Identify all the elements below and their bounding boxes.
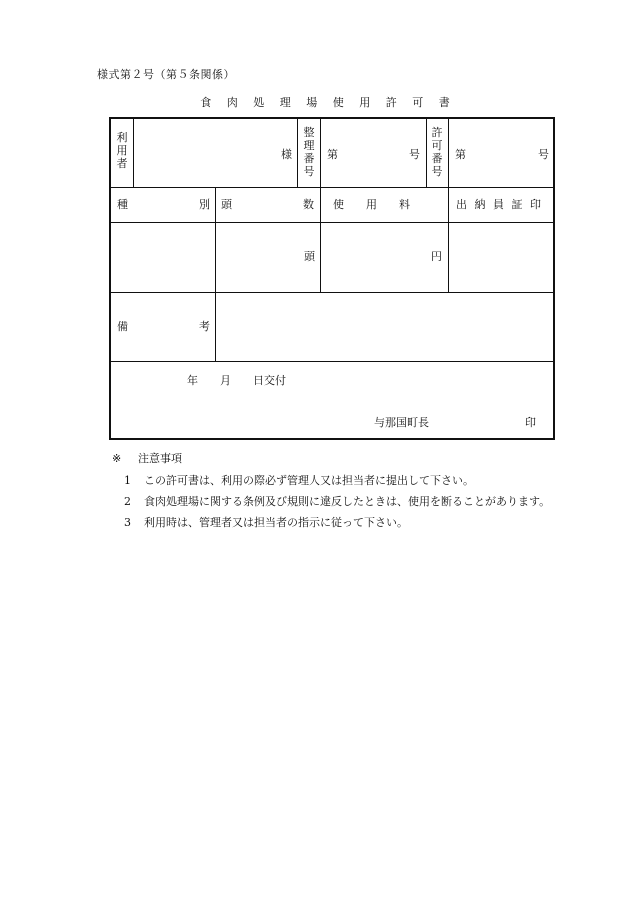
note-item	[124, 514, 408, 530]
reference-mark: ※	[112, 452, 122, 465]
col-divider-fee	[448, 187, 449, 292]
col-divider-user-label	[133, 119, 134, 187]
type-header-start: 種	[117, 198, 128, 211]
document-title-text: 食 肉 処 理 場 使 用 許 可 書	[200, 96, 456, 109]
control-number-suffix: 号	[409, 148, 420, 161]
note-text: 食肉処理場に関する条例及び規則に違反したときは、使用を断ることがあります。	[144, 495, 551, 508]
issuer-name: 与那国町長	[374, 416, 429, 429]
permit-number-prefix: 第	[455, 148, 466, 161]
note-number: 1	[124, 474, 131, 487]
user-label: 利用者	[116, 131, 128, 170]
heads-header-start: 頭	[221, 198, 232, 211]
heads-header-end: 数	[303, 198, 314, 211]
col-divider-permit-label	[448, 119, 449, 187]
cashier-seal-header: 出 納 員 証 印	[456, 198, 543, 211]
type-header-end: 別	[199, 198, 210, 211]
notes-section	[112, 450, 551, 529]
row-divider-4	[111, 361, 553, 362]
heads-unit: 頭	[304, 250, 315, 263]
note-text: 利用時は、管理者又は担当者の指示に従って下さい。	[144, 516, 408, 529]
issue-date-line: 年 月 日交付	[187, 374, 286, 387]
document-title	[0, 94, 630, 110]
control-number-label: 整理番号	[303, 126, 315, 178]
permit-number-label: 許可番号	[431, 126, 443, 178]
col-divider-control-value	[426, 119, 427, 187]
col-divider-control-label	[320, 119, 321, 187]
issuer-seal: 印	[525, 416, 536, 429]
note-item	[124, 493, 550, 509]
permit-number-suffix: 号	[538, 148, 549, 161]
note-number: 2	[124, 495, 131, 508]
permit-form-table	[109, 117, 555, 440]
row-divider-2	[111, 222, 553, 223]
notes-heading-text: 注意事項	[138, 452, 182, 465]
fee-header: 使 用 料	[333, 198, 410, 211]
row-divider-3	[111, 292, 553, 293]
note-text: この許可書は、利用の際必ず管理人又は担当者に提出して下さい。	[144, 474, 474, 487]
form-number: 様式第２号（第５条関係）	[97, 68, 235, 81]
user-honorific: 様	[281, 148, 292, 161]
note-number: 3	[124, 516, 131, 529]
yen-unit: 円	[431, 250, 442, 263]
remarks-label-start: 備	[117, 320, 128, 333]
col-divider-type	[215, 187, 216, 361]
remarks-label-end: 考	[199, 320, 210, 333]
col-divider-heads	[320, 187, 321, 292]
notes-heading	[112, 450, 182, 466]
control-number-prefix: 第	[327, 148, 338, 161]
col-divider-user-name	[297, 119, 298, 187]
row-divider-1	[111, 187, 553, 188]
note-item	[124, 472, 474, 488]
